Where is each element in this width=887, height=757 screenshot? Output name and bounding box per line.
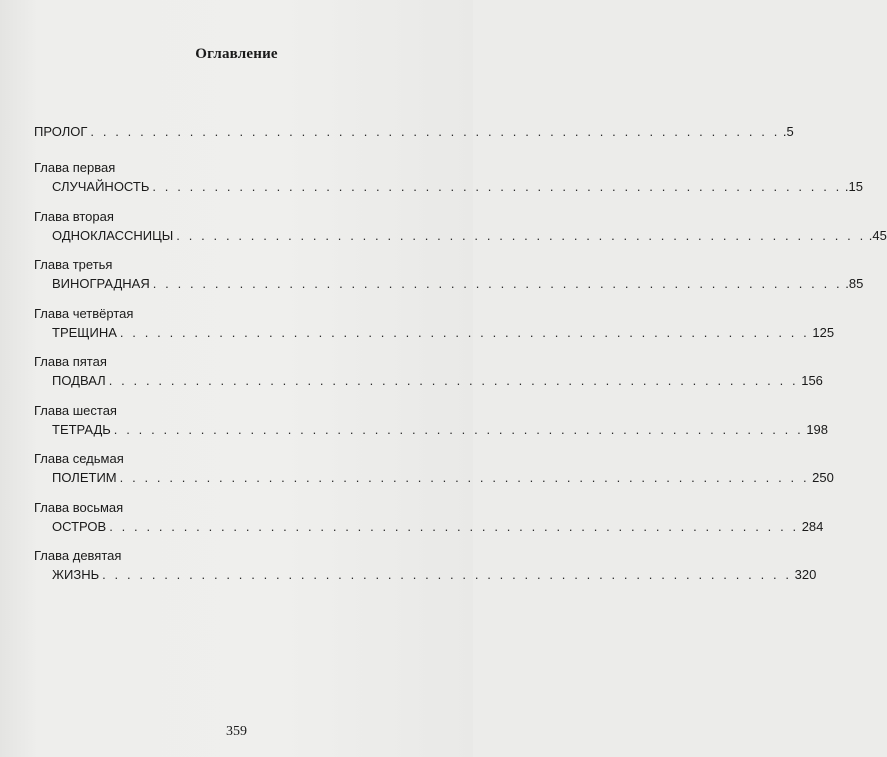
page-number: 359 <box>226 724 247 739</box>
dot-leader: . . . . . . . . . . . . . . . . . . . . . . . . . . . . . . . . . . . . . . . . . . . . . . . . . . . . . . . . <box>176 227 866 243</box>
toc-entry-name: ПОДВАЛ <box>52 373 106 388</box>
toc-page-number: .15 <box>844 179 863 194</box>
chapter-label: Глава третья <box>34 257 113 272</box>
dot-leader: . . . . . . . . . . . . . . . . . . . . . . . . . . . . . . . . . . . . . . . . . . . . . . . . . . . . . . . . <box>109 518 799 534</box>
toc-line <box>52 179 863 195</box>
toc-entry-name: ОСТРОВ <box>52 518 107 534</box>
dot-leader: . . . . . . . . . . . . . . . . . . . . . . . . . . . . . . . . . . . . . . . . . . . . . . . . . . . . . . . . <box>102 567 792 582</box>
toc-entry-name: ТЕТРАДЬ <box>52 421 111 437</box>
chapter-label: Глава первая <box>34 160 116 175</box>
chapter-label: Глава четвёртая <box>34 305 134 321</box>
toc-line <box>52 324 835 341</box>
toc-entry-chapter <box>34 402 829 452</box>
toc-line <box>52 373 823 389</box>
dot-leader: . . . . . . . . . . . . . . . . . . . . . . . . . . . . . . . . . . . . . . . . . . . . . . . . . . . . . . . . <box>152 179 842 194</box>
toc-entry-name: СЛУЧАЙНОСТЬ <box>52 179 150 194</box>
toc-line-prologue <box>34 124 794 140</box>
toc-entry-prologue <box>34 124 794 146</box>
dot-leader: . . . . . . . . . . . . . . . . . . . . . . . . . . . . . . . . . . . . . . . . . . . . . . . . . . . . . . . . <box>119 470 810 485</box>
chapter-label: Глава восьмая <box>34 499 124 515</box>
dot-leader: . . . . . . . . . . . . . . . . . . . . . . . . . . . . . . . . . . . . . . . . . . . . . . . . . . . . . . . . <box>113 421 804 437</box>
toc-page-number: 284 <box>801 518 824 534</box>
toc-page-number: .5 <box>782 124 794 139</box>
chapter-label: Глава шестая <box>34 402 117 418</box>
toc-entry-chapter <box>34 548 817 597</box>
toc-entry-chapter <box>34 451 834 500</box>
chapter-label: Глава седьмая <box>34 451 124 466</box>
toc-entry-chapter <box>34 499 824 549</box>
chapter-label: Глава вторая <box>34 208 114 224</box>
toc-line <box>52 518 824 535</box>
toc-entry-chapter <box>34 257 864 306</box>
toc-page-number: 125 <box>812 324 835 340</box>
dot-leader: . . . . . . . . . . . . . . . . . . . . . . . . . . . . . . . . . . . . . . . . . . . . . . . . . . . . . . . . <box>90 124 780 139</box>
toc-entry-chapter <box>34 305 835 355</box>
table-of-contents <box>34 124 887 597</box>
toc-entry-name: ПОЛЕТИМ <box>52 470 117 485</box>
chapter-label: Глава пятая <box>34 354 107 369</box>
toc-page-number: 250 <box>812 470 834 485</box>
toc-entry-name: ЖИЗНЬ <box>52 567 100 582</box>
toc-entry-chapter <box>34 354 823 403</box>
dot-leader: . . . . . . . . . . . . . . . . . . . . . . . . . . . . . . . . . . . . . . . . . . . . . . . . . . . . . . . . <box>152 276 843 291</box>
toc-page-number: 156 <box>801 373 823 388</box>
toc-line <box>52 470 834 486</box>
toc-page-number: 320 <box>794 567 817 582</box>
chapter-label: Глава девятая <box>34 548 122 563</box>
toc-entry-name: ОДНОКЛАССНИЦЫ <box>52 227 174 243</box>
toc-line <box>52 567 817 583</box>
dot-leader: . . . . . . . . . . . . . . . . . . . . . . . . . . . . . . . . . . . . . . . . . . . . . . . . . . . . . . . . <box>119 324 810 340</box>
toc-page-number: 198 <box>806 421 829 437</box>
toc-entry-name: ТРЕЩИНА <box>52 324 117 340</box>
toc-line <box>52 227 887 244</box>
toc-entry-chapter <box>34 208 887 258</box>
toc-line <box>52 421 829 438</box>
toc-page-number: .45 <box>868 227 887 243</box>
toc-entry-chapter <box>34 160 863 209</box>
toc-line <box>52 276 864 292</box>
toc-page-number: .85 <box>845 276 864 291</box>
toc-entry-name: ВИНОГРАДНАЯ <box>52 276 150 291</box>
dot-leader: . . . . . . . . . . . . . . . . . . . . . . . . . . . . . . . . . . . . . . . . . . . . . . . . . . . . . . . . <box>108 373 799 388</box>
page-title: Оглавление <box>195 46 278 62</box>
toc-entry-name: ПРОЛОГ <box>34 124 88 139</box>
